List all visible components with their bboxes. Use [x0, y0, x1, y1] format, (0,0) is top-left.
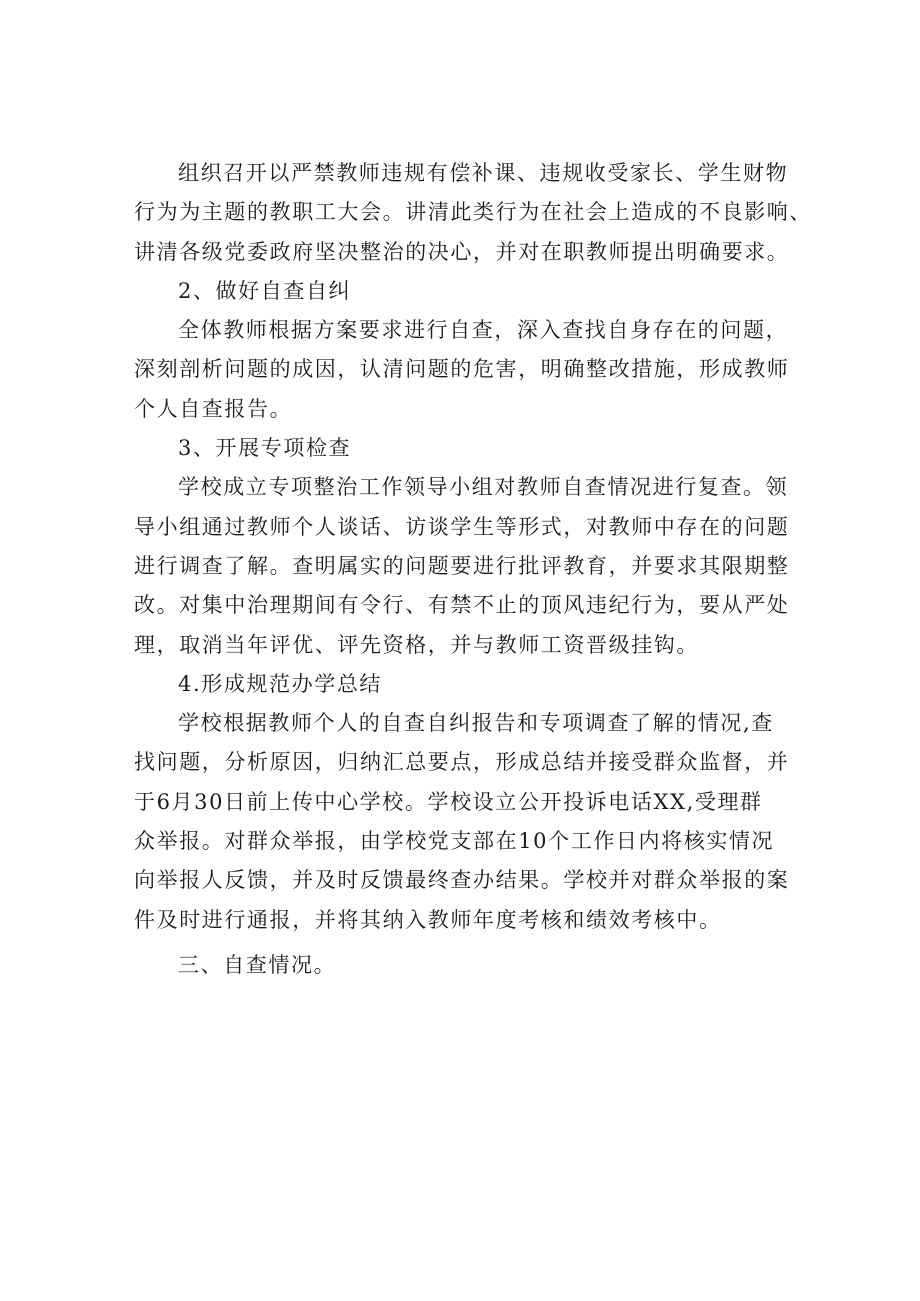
- paragraph-line: 学校根据教师个人的自查自纠报告和专项调查了解的情况,查: [178, 711, 774, 736]
- paragraph-line: 学校成立专项整治工作领导小组对教师自查情况进行复查。领: [178, 475, 789, 500]
- section-heading: 2、做好自查自纠: [178, 278, 352, 303]
- paragraph-line: 于6月30日前上传中心学校。学校设立公开投诉电话XX,受理群: [134, 789, 763, 814]
- document-body: [134, 154, 812, 985]
- paragraph-line: 找问题，分析原因，归纳汇总要点，形成总结并接受群众监督，并: [134, 750, 790, 775]
- paragraph-line: 讲清各级党委政府坚决整治的决心，并对在职教师提出明确要求。: [134, 239, 790, 264]
- paragraph-line: 改。对集中治理期间有令行、有禁不止的顶风违纪行为，要从严处: [134, 593, 790, 618]
- paragraph-line: 众举报。对群众举报，由学校党支部在10个工作日内将核实情况: [134, 829, 775, 854]
- paragraph-line: 组织召开以严禁教师违规有偿补课、违规收受家长、学生财物: [178, 161, 789, 185]
- paragraph-line: 行为为主题的教职工大会。讲清此类行为在社会上造成的不良影响、: [134, 200, 812, 225]
- paragraph-line: 深刻剖析问题的成因，认清问题的危害，明确整改措施，形成教师: [134, 357, 790, 382]
- paragraph-line: 个人自查报告。: [134, 396, 293, 421]
- paragraph-line: 向举报人反馈，并及时反馈最终查办结果。学校并对群众举报的案: [134, 868, 790, 893]
- section-heading: 三、自查情况。: [178, 952, 337, 977]
- paragraph-line: 理，取消当年评优、评先资格，并与教师工资晋级挂钩。: [134, 632, 699, 657]
- paragraph-line: 件及时进行通报，并将其纳入教师年度考核和绩效考核中。: [134, 907, 722, 932]
- paragraph-line: 进行调查了解。查明属实的问题要进行批评教育，并要求其限期整: [134, 553, 790, 578]
- paragraph-line: 全体教师根据方案要求进行自查，深入查找自身存在的问题，: [178, 318, 789, 343]
- section-heading: 4.形成规范办学总结: [178, 671, 383, 696]
- paragraph-line: 导小组通过教师个人谈话、访谈学生等形式，对教师中存在的问题: [134, 514, 790, 539]
- section-heading: 3、开展专项检查: [178, 436, 352, 461]
